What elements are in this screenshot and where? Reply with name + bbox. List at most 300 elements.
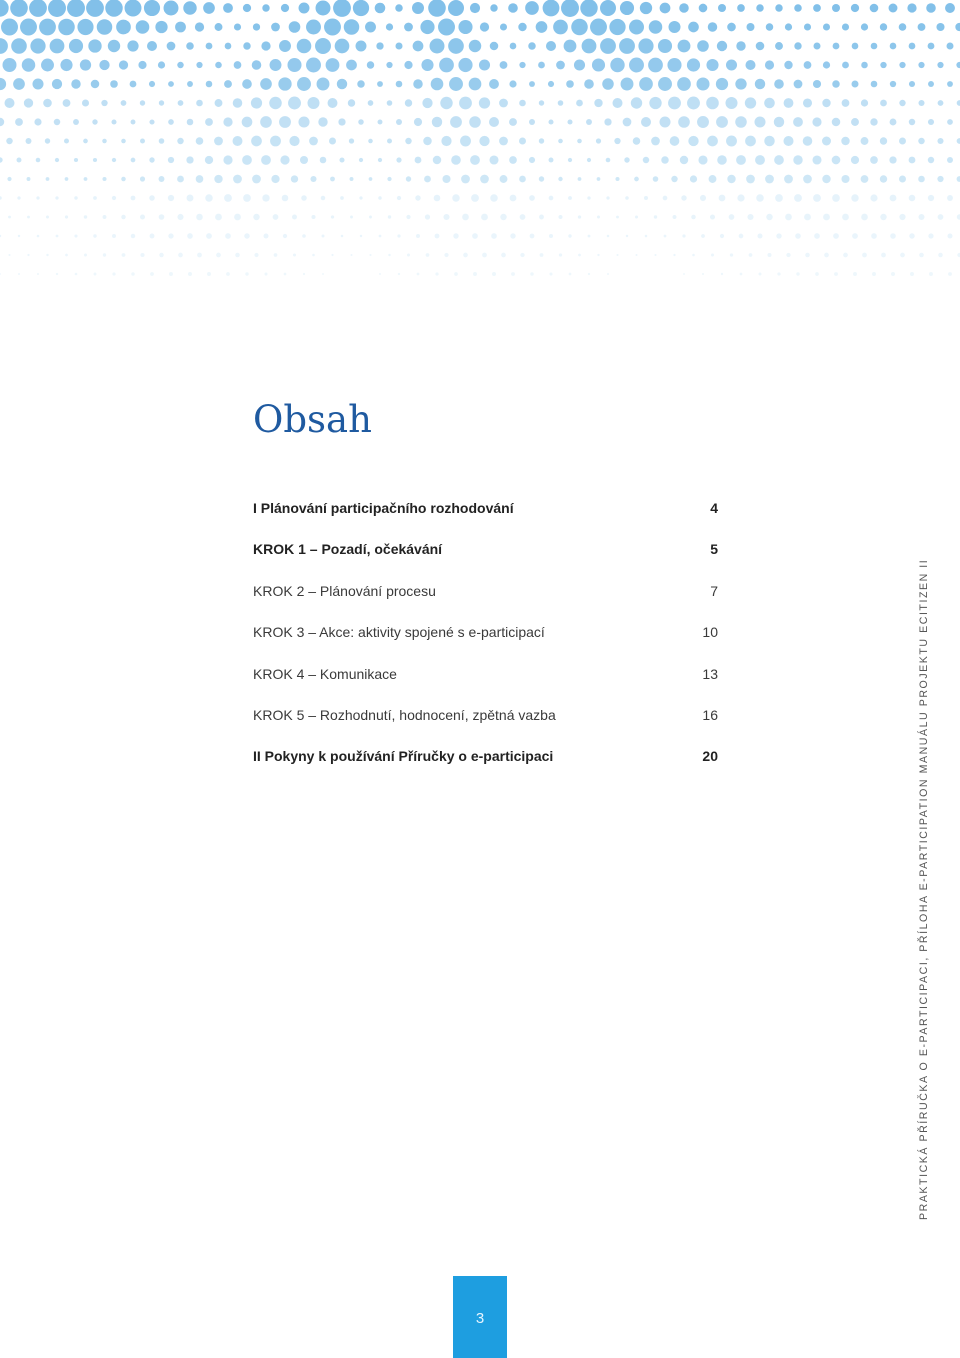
pattern-dot bbox=[149, 119, 154, 124]
pattern-dot bbox=[812, 155, 821, 164]
pattern-dot bbox=[899, 138, 906, 145]
pattern-dot bbox=[813, 42, 820, 49]
pattern-dot bbox=[568, 158, 572, 162]
pattern-dot bbox=[74, 158, 78, 162]
pattern-dot bbox=[215, 23, 223, 31]
pattern-dot bbox=[586, 119, 592, 125]
pattern-dot bbox=[643, 157, 649, 163]
pattern-dot bbox=[500, 23, 507, 30]
pattern-dot bbox=[620, 1, 634, 15]
pattern-dot bbox=[706, 97, 719, 110]
pattern-dot bbox=[824, 253, 829, 258]
pattern-dot bbox=[870, 118, 877, 125]
pattern-dot bbox=[851, 194, 858, 201]
pattern-dot bbox=[600, 0, 616, 16]
pattern-dot bbox=[804, 214, 811, 221]
pattern-dot bbox=[0, 78, 6, 90]
pattern-dot bbox=[251, 136, 262, 147]
pattern-dot bbox=[375, 3, 386, 14]
pattern-dot bbox=[783, 136, 793, 146]
pattern-dot bbox=[606, 196, 609, 199]
pattern-dot bbox=[168, 233, 173, 238]
pattern-dot bbox=[774, 117, 784, 127]
pattern-dot bbox=[224, 80, 232, 88]
pattern-dot bbox=[77, 19, 93, 35]
pattern-dot bbox=[101, 100, 107, 106]
header-dot-pattern bbox=[0, 0, 960, 290]
pattern-dot bbox=[530, 272, 534, 276]
pattern-dot bbox=[54, 119, 61, 126]
toc-entry bbox=[253, 500, 718, 541]
pattern-dot bbox=[823, 214, 830, 221]
pattern-dot bbox=[36, 196, 39, 199]
pattern-dot bbox=[749, 253, 753, 257]
pattern-dot bbox=[766, 214, 772, 220]
pattern-dot bbox=[577, 139, 582, 144]
pattern-dot bbox=[480, 175, 489, 184]
pattern-dot bbox=[687, 97, 700, 110]
pattern-dot bbox=[458, 20, 472, 34]
pattern-dot bbox=[775, 42, 783, 50]
pattern-dot bbox=[164, 1, 179, 16]
pattern-dot bbox=[739, 234, 744, 239]
pattern-dot bbox=[440, 97, 452, 109]
pattern-dot bbox=[870, 156, 878, 164]
pattern-dot bbox=[832, 118, 841, 127]
pattern-dot bbox=[587, 196, 590, 199]
pattern-dot bbox=[683, 273, 685, 275]
pattern-dot bbox=[5, 98, 15, 108]
pattern-dot bbox=[159, 214, 165, 220]
pattern-dot bbox=[262, 4, 269, 11]
pattern-dot bbox=[348, 99, 355, 106]
pattern-dot bbox=[673, 254, 675, 256]
pattern-dot bbox=[416, 234, 420, 238]
pattern-dot bbox=[736, 41, 745, 50]
pattern-dot bbox=[45, 138, 50, 143]
pattern-dot bbox=[745, 97, 756, 108]
pattern-dot bbox=[597, 254, 599, 256]
pattern-dot bbox=[140, 215, 145, 220]
pattern-dot bbox=[823, 23, 830, 30]
pattern-dot bbox=[660, 117, 671, 128]
pattern-dot bbox=[899, 176, 906, 183]
pattern-dot bbox=[159, 100, 164, 105]
pattern-dot bbox=[803, 136, 813, 146]
pattern-dot bbox=[17, 196, 20, 199]
pattern-dot bbox=[469, 40, 482, 53]
pattern-dot bbox=[177, 214, 183, 220]
pattern-dot bbox=[636, 254, 638, 256]
pattern-dot bbox=[813, 80, 821, 88]
pattern-dot bbox=[558, 139, 563, 144]
pattern-dot bbox=[378, 158, 382, 162]
pattern-dot bbox=[353, 0, 369, 16]
pattern-dot bbox=[947, 119, 953, 125]
pattern-dot bbox=[292, 215, 297, 220]
pattern-dot bbox=[759, 273, 762, 276]
pattern-dot bbox=[242, 79, 252, 89]
pattern-dot bbox=[559, 253, 562, 256]
pattern-dot bbox=[543, 0, 560, 16]
pattern-dot bbox=[539, 138, 544, 143]
pattern-dot bbox=[640, 2, 652, 14]
pattern-dot bbox=[956, 62, 960, 68]
pattern-dot bbox=[328, 98, 338, 108]
pattern-dot bbox=[196, 175, 204, 183]
pattern-dot bbox=[55, 196, 58, 199]
pattern-dot bbox=[269, 97, 282, 110]
pattern-dot bbox=[669, 21, 681, 33]
pattern-dot bbox=[150, 234, 155, 239]
pattern-dot bbox=[369, 216, 372, 219]
pattern-dot bbox=[784, 175, 793, 184]
pattern-dot bbox=[654, 254, 656, 256]
pattern-dot bbox=[520, 214, 526, 220]
pattern-dot bbox=[871, 233, 877, 239]
pattern-dot bbox=[519, 100, 526, 107]
pattern-dot bbox=[103, 253, 106, 256]
pattern-dot bbox=[472, 233, 478, 239]
pattern-dot bbox=[667, 58, 681, 72]
pattern-dot bbox=[32, 78, 43, 89]
toc-entry bbox=[253, 666, 718, 707]
pattern-dot bbox=[27, 216, 30, 219]
pattern-dot bbox=[841, 137, 849, 145]
pattern-dot bbox=[149, 195, 155, 201]
pattern-dot bbox=[102, 177, 106, 181]
pattern-dot bbox=[793, 117, 803, 127]
pattern-dot bbox=[918, 23, 926, 31]
pattern-dot bbox=[833, 233, 839, 239]
pattern-dot bbox=[584, 79, 594, 89]
pattern-dot bbox=[206, 81, 213, 88]
pattern-dot bbox=[293, 253, 296, 256]
pattern-dot bbox=[687, 58, 700, 71]
pattern-dot bbox=[842, 214, 849, 221]
pattern-dot bbox=[138, 61, 146, 69]
pattern-dot bbox=[564, 40, 577, 53]
pattern-dot bbox=[281, 4, 289, 12]
pattern-dot bbox=[214, 175, 222, 183]
toc-entry-label: KROK 3 – Akce: aktivity spojené s e-participací bbox=[253, 624, 545, 641]
pattern-dot bbox=[112, 234, 116, 238]
pattern-dot bbox=[339, 157, 344, 162]
pattern-dot bbox=[460, 136, 471, 147]
pattern-dot bbox=[803, 175, 812, 184]
pattern-dot bbox=[48, 0, 66, 17]
pattern-dot bbox=[717, 41, 727, 51]
pattern-dot bbox=[155, 21, 167, 33]
pattern-dot bbox=[651, 137, 660, 146]
pattern-dot bbox=[56, 273, 58, 275]
vertical-side-caption: PRAKTICKÁ PŘÍRUČKA O E-PARTICIPACI, PŘÍLOHA E-PARTICIPATION MANUÁLU PROJEKTU ECITIZEN II bbox=[918, 558, 930, 1220]
pattern-dot bbox=[320, 157, 327, 164]
pattern-dot bbox=[730, 253, 733, 256]
pattern-dot bbox=[725, 97, 737, 109]
pattern-dot bbox=[215, 62, 222, 69]
pattern-dot bbox=[423, 137, 432, 146]
pattern-dot bbox=[654, 215, 657, 218]
pattern-dot bbox=[870, 4, 879, 13]
pattern-dot bbox=[428, 0, 446, 17]
pattern-dot bbox=[233, 98, 243, 108]
pattern-dot bbox=[909, 81, 915, 87]
pattern-dot bbox=[756, 42, 765, 51]
pattern-dot bbox=[880, 23, 887, 30]
pattern-dot bbox=[615, 177, 619, 181]
pattern-dot bbox=[509, 156, 517, 164]
pattern-dot bbox=[764, 98, 775, 109]
pattern-dot bbox=[899, 100, 905, 106]
pattern-dot bbox=[130, 81, 137, 88]
pattern-dot bbox=[395, 42, 402, 49]
pattern-dot bbox=[711, 254, 714, 257]
pattern-dot bbox=[415, 157, 422, 164]
pattern-dot bbox=[273, 214, 279, 220]
pattern-dot bbox=[350, 177, 354, 181]
pattern-dot bbox=[861, 175, 869, 183]
pattern-dot bbox=[691, 215, 696, 220]
pattern-dot bbox=[331, 215, 334, 218]
pattern-dot bbox=[658, 39, 672, 53]
pattern-dot bbox=[46, 177, 50, 181]
pattern-dot bbox=[396, 119, 402, 125]
pattern-dot bbox=[852, 233, 858, 239]
pattern-dot bbox=[899, 23, 907, 31]
pattern-dot bbox=[702, 273, 704, 275]
page-number-tab bbox=[453, 1276, 507, 1358]
pattern-dot bbox=[351, 254, 353, 256]
toc-entry-page: 13 bbox=[702, 665, 718, 682]
pattern-dot bbox=[938, 214, 944, 220]
pattern-dot bbox=[740, 273, 743, 276]
pattern-dot bbox=[243, 4, 251, 12]
pattern-dot bbox=[233, 175, 242, 184]
pattern-dot bbox=[794, 42, 801, 49]
pattern-dot bbox=[777, 272, 780, 275]
pattern-dot bbox=[242, 117, 253, 128]
pattern-dot bbox=[404, 61, 412, 69]
pattern-dot bbox=[600, 38, 616, 54]
pattern-dot bbox=[470, 155, 480, 165]
pattern-dot bbox=[658, 77, 672, 91]
pattern-dot bbox=[606, 158, 611, 163]
toc-entry bbox=[253, 583, 718, 624]
pattern-dot bbox=[727, 175, 735, 183]
pattern-dot bbox=[322, 273, 324, 275]
pattern-dot bbox=[754, 116, 765, 127]
pattern-dot bbox=[150, 272, 154, 276]
pattern-dot bbox=[91, 80, 100, 89]
pattern-dot bbox=[635, 215, 638, 218]
pattern-dot bbox=[357, 80, 365, 88]
pattern-dot bbox=[297, 39, 312, 54]
pattern-dot bbox=[519, 176, 526, 183]
pattern-dot bbox=[94, 273, 97, 276]
pattern-dot bbox=[178, 100, 184, 106]
pattern-dot bbox=[110, 80, 118, 88]
pattern-dot bbox=[356, 41, 367, 52]
pattern-dot bbox=[329, 138, 336, 145]
pattern-dot bbox=[303, 273, 305, 275]
pattern-dot bbox=[340, 196, 344, 200]
pattern-dot bbox=[431, 78, 444, 91]
pattern-dot bbox=[500, 61, 508, 69]
pattern-dot bbox=[414, 118, 422, 126]
pattern-dot bbox=[196, 214, 203, 221]
pattern-dot bbox=[621, 78, 634, 91]
pattern-dot bbox=[794, 4, 802, 12]
pattern-dot bbox=[333, 0, 351, 17]
pattern-dot bbox=[289, 21, 301, 33]
pattern-dot bbox=[851, 80, 858, 87]
toc-entry-page: 10 bbox=[702, 624, 718, 641]
toc-entry-label: KROK 4 – Komunikace bbox=[253, 665, 397, 682]
pattern-dot bbox=[529, 195, 535, 201]
pattern-dot bbox=[271, 175, 279, 183]
pattern-dot bbox=[365, 22, 376, 33]
pattern-dot bbox=[822, 175, 830, 183]
pattern-dot bbox=[413, 79, 422, 88]
pattern-dot bbox=[842, 23, 849, 30]
pattern-dot bbox=[697, 40, 709, 52]
pattern-dot bbox=[616, 254, 618, 256]
pattern-dot bbox=[131, 234, 135, 238]
pattern-dot bbox=[872, 272, 876, 276]
pattern-dot bbox=[97, 19, 113, 35]
toc-entry-page: 20 bbox=[702, 748, 718, 765]
pattern-dot bbox=[530, 234, 535, 239]
pattern-dot bbox=[578, 215, 581, 218]
pattern-dot bbox=[326, 58, 340, 72]
pattern-dot bbox=[871, 43, 878, 50]
pattern-dot bbox=[426, 253, 430, 257]
pattern-dot bbox=[311, 215, 315, 219]
pattern-dot bbox=[604, 118, 611, 125]
pattern-dot bbox=[177, 176, 184, 183]
pattern-dot bbox=[862, 253, 867, 258]
pattern-dot bbox=[261, 41, 270, 50]
pattern-dot bbox=[186, 156, 193, 163]
pattern-dot bbox=[253, 23, 260, 30]
pattern-dot bbox=[448, 38, 464, 54]
pattern-dot bbox=[65, 177, 69, 181]
pattern-dot bbox=[377, 81, 383, 87]
pattern-dot bbox=[870, 194, 877, 201]
pattern-dot bbox=[745, 136, 756, 147]
pattern-dot bbox=[50, 39, 65, 54]
pattern-dot bbox=[140, 100, 145, 105]
pattern-dot bbox=[17, 158, 22, 163]
toc-entry-page: 7 bbox=[710, 582, 718, 599]
pattern-dot bbox=[379, 235, 382, 238]
pattern-dot bbox=[65, 215, 68, 218]
pattern-dot bbox=[938, 253, 943, 258]
pattern-dot bbox=[616, 216, 619, 219]
pattern-dot bbox=[82, 99, 89, 106]
pattern-dot bbox=[764, 136, 774, 146]
pattern-dot bbox=[499, 137, 508, 146]
pattern-dot bbox=[592, 58, 605, 71]
pattern-dot bbox=[167, 42, 176, 51]
pattern-dot bbox=[947, 157, 953, 163]
toc-entry-page: 16 bbox=[702, 706, 718, 723]
pattern-dot bbox=[379, 273, 381, 275]
pattern-dot bbox=[682, 234, 685, 237]
pattern-dot bbox=[918, 176, 925, 183]
pattern-dot bbox=[851, 118, 859, 126]
pattern-dot bbox=[417, 273, 420, 276]
pattern-dot bbox=[407, 253, 410, 256]
pattern-dot bbox=[207, 272, 211, 276]
pattern-dot bbox=[183, 1, 196, 14]
pattern-dot bbox=[298, 116, 309, 127]
pattern-dot bbox=[709, 175, 717, 183]
pattern-dot bbox=[350, 216, 353, 219]
pattern-dot bbox=[56, 235, 59, 238]
pattern-dot bbox=[880, 175, 887, 182]
pattern-dot bbox=[701, 234, 705, 238]
pattern-dot bbox=[287, 58, 301, 72]
pattern-dot bbox=[168, 119, 174, 125]
pattern-dot bbox=[93, 234, 96, 237]
pattern-dot bbox=[27, 254, 29, 256]
pattern-dot bbox=[147, 41, 157, 51]
pattern-dot bbox=[252, 60, 262, 70]
pattern-dot bbox=[548, 81, 554, 87]
pattern-dot bbox=[610, 58, 624, 72]
pattern-dot bbox=[489, 155, 498, 164]
pattern-dot bbox=[794, 194, 802, 202]
pattern-dot bbox=[699, 4, 708, 13]
pattern-dot bbox=[205, 118, 213, 126]
toc-entry-label: II Pokyny k používání Příručky o e-participaci bbox=[253, 748, 554, 765]
pattern-dot bbox=[92, 119, 97, 124]
pattern-dot bbox=[159, 253, 163, 257]
toc-entry-page: 5 bbox=[710, 541, 718, 558]
pattern-dot bbox=[15, 118, 23, 126]
pattern-dot bbox=[511, 272, 515, 276]
pattern-dot bbox=[794, 80, 803, 89]
pattern-dot bbox=[264, 234, 269, 239]
pattern-dot bbox=[315, 38, 331, 54]
pattern-dot bbox=[716, 116, 728, 128]
pattern-dot bbox=[439, 58, 454, 73]
pattern-dot bbox=[224, 194, 232, 202]
pattern-dot bbox=[93, 158, 97, 162]
pattern-dot bbox=[814, 233, 820, 239]
pattern-dot bbox=[757, 233, 762, 238]
pattern-dot bbox=[664, 235, 667, 238]
pattern-dot bbox=[842, 62, 849, 69]
toc-entry-label: I Plánování participačního rozhodování bbox=[253, 500, 514, 516]
pattern-dot bbox=[469, 78, 482, 91]
pattern-dot bbox=[688, 136, 698, 146]
pattern-dot bbox=[766, 23, 774, 31]
pattern-dot bbox=[169, 272, 173, 276]
pattern-dot bbox=[644, 196, 648, 200]
pattern-dot bbox=[697, 116, 709, 128]
pattern-dot bbox=[215, 214, 222, 221]
table-of-contents bbox=[253, 500, 718, 790]
pattern-dot bbox=[899, 214, 905, 220]
pattern-dot bbox=[937, 62, 943, 68]
pattern-dot bbox=[947, 81, 953, 87]
pattern-dot bbox=[205, 156, 213, 164]
pattern-dot bbox=[223, 3, 233, 13]
pattern-dot bbox=[638, 38, 653, 53]
